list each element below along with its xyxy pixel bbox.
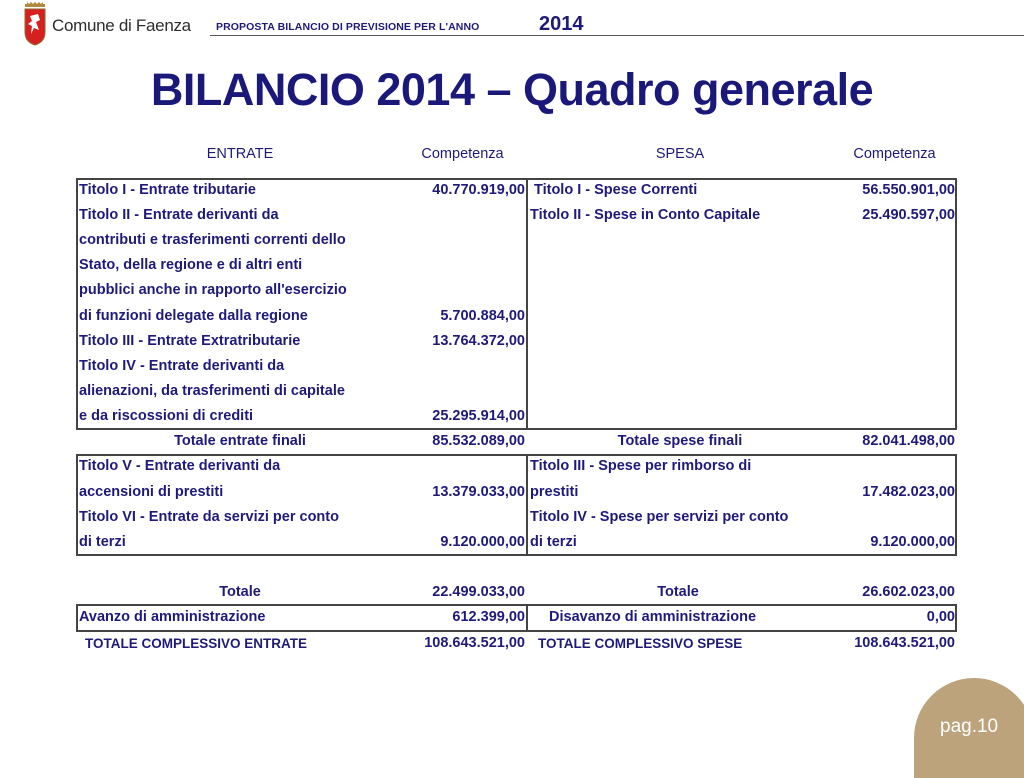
- organization-name: Comune di Faenza: [52, 16, 191, 35]
- totale-spese-label: Totale: [657, 584, 699, 600]
- disavanzo-value: 0,00: [926, 609, 955, 625]
- totale-entrate-label: Totale: [219, 584, 261, 600]
- column-header-competenza-entrate: Competenza: [421, 146, 504, 162]
- entrate-titolo2-line2: contributi e trasferimenti correnti dello: [79, 232, 346, 248]
- spese-titolo3-line2: prestiti: [530, 484, 579, 500]
- avanzo-label: Avanzo di amministrazione: [79, 609, 266, 625]
- totale-spese-value: 26.602.023,00: [862, 584, 955, 600]
- spese-titolo4-line2: di terzi: [530, 534, 577, 550]
- totale-spese-finali-label: Totale spese finali: [617, 433, 743, 449]
- page-number: pag.10: [940, 716, 999, 737]
- entrate-titolo6-line1: Titolo VI - Entrate da servizi per conto: [79, 509, 339, 525]
- spese-titolo4-line1: Titolo IV - Spese per servizi per conto: [530, 509, 789, 525]
- spese-titolo1-value: 56.550.901,00: [862, 182, 955, 198]
- totale-entrate-finali-label: Totale entrate finali: [174, 433, 306, 449]
- spese-titolo2-value: 25.490.597,00: [862, 207, 955, 223]
- table-divider: [526, 178, 528, 430]
- entrate-titolo3-value: 13.764.372,00: [432, 333, 525, 349]
- avanzo-value: 612.399,00: [452, 609, 525, 625]
- spese-titolo3-value: 17.482.023,00: [862, 484, 955, 500]
- page-number-badge: [914, 678, 1024, 778]
- entrate-titolo5-value: 13.379.033,00: [432, 484, 525, 500]
- document-title: PROPOSTA BILANCIO DI PREVISIONE PER L'ANNO: [216, 21, 480, 33]
- entrate-titolo2-line5: di funzioni delegate dalla regione: [79, 308, 308, 324]
- entrate-titolo3-label: Titolo III - Entrate Extratributarie: [79, 333, 301, 349]
- entrate-titolo6-value: 9.120.000,00: [440, 534, 525, 550]
- entrate-titolo1-value: 40.770.919,00: [432, 182, 525, 198]
- entrate-titolo2-line4: pubblici anche in rapporto all'esercizio: [79, 282, 347, 298]
- entrate-titolo2-line3: Stato, della regione e di altri enti: [79, 257, 303, 273]
- table-divider: [526, 454, 528, 556]
- entrate-titolo5-line2: accensioni di prestiti: [79, 484, 224, 500]
- spese-titolo3-line1: Titolo III - Spese per rimborso di: [530, 458, 752, 474]
- entrate-titolo2-value: 5.700.884,00: [440, 308, 525, 324]
- entrate-titolo4-line1: Titolo IV - Entrate derivanti da: [79, 358, 285, 374]
- column-header-competenza-spese: Competenza: [853, 146, 936, 162]
- column-header-spesa: SPESA: [655, 146, 705, 162]
- totale-complessivo-spese-label: TOTALE COMPLESSIVO SPESE: [538, 636, 743, 651]
- totale-entrate-finali-value: 85.532.089,00: [432, 433, 525, 449]
- totale-complessivo-spese-value: 108.643.521,00: [854, 635, 955, 651]
- entrate-titolo4-value: 25.295.914,00: [432, 408, 525, 424]
- disavanzo-label: Disavanzo di amministrazione: [549, 609, 757, 625]
- coat-of-arms-icon: [22, 2, 48, 46]
- entrate-titolo6-line2: di terzi: [79, 534, 126, 550]
- spese-titolo1-label: Titolo I - Spese Correnti: [534, 182, 698, 198]
- entrate-titolo1-label: Titolo I - Entrate tributarie: [79, 182, 256, 198]
- document-year: 2014: [539, 13, 584, 35]
- totale-spese-finali-value: 82.041.498,00: [862, 433, 955, 449]
- spese-titolo2-label: Titolo II - Spese in Conto Capitale: [530, 207, 761, 223]
- entrate-titolo4-line2: alienazioni, da trasferimenti di capitale: [79, 383, 345, 399]
- entrate-titolo5-line1: Titolo V - Entrate derivanti da: [79, 458, 281, 474]
- table-divider: [526, 604, 528, 632]
- entrate-titolo2-line1: Titolo II - Entrate derivanti da: [79, 207, 279, 223]
- header-divider: [210, 35, 1024, 36]
- spese-titolo4-value: 9.120.000,00: [870, 534, 955, 550]
- page-title: BILANCIO 2014 – Quadro generale: [150, 64, 874, 115]
- column-header-entrate: ENTRATE: [206, 146, 274, 162]
- totale-entrate-value: 22.499.033,00: [432, 584, 525, 600]
- totale-complessivo-entrate-label: TOTALE COMPLESSIVO ENTRATE: [85, 636, 308, 651]
- entrate-titolo4-line3: e da riscossioni di crediti: [79, 408, 254, 424]
- totale-complessivo-entrate-value: 108.643.521,00: [424, 635, 525, 651]
